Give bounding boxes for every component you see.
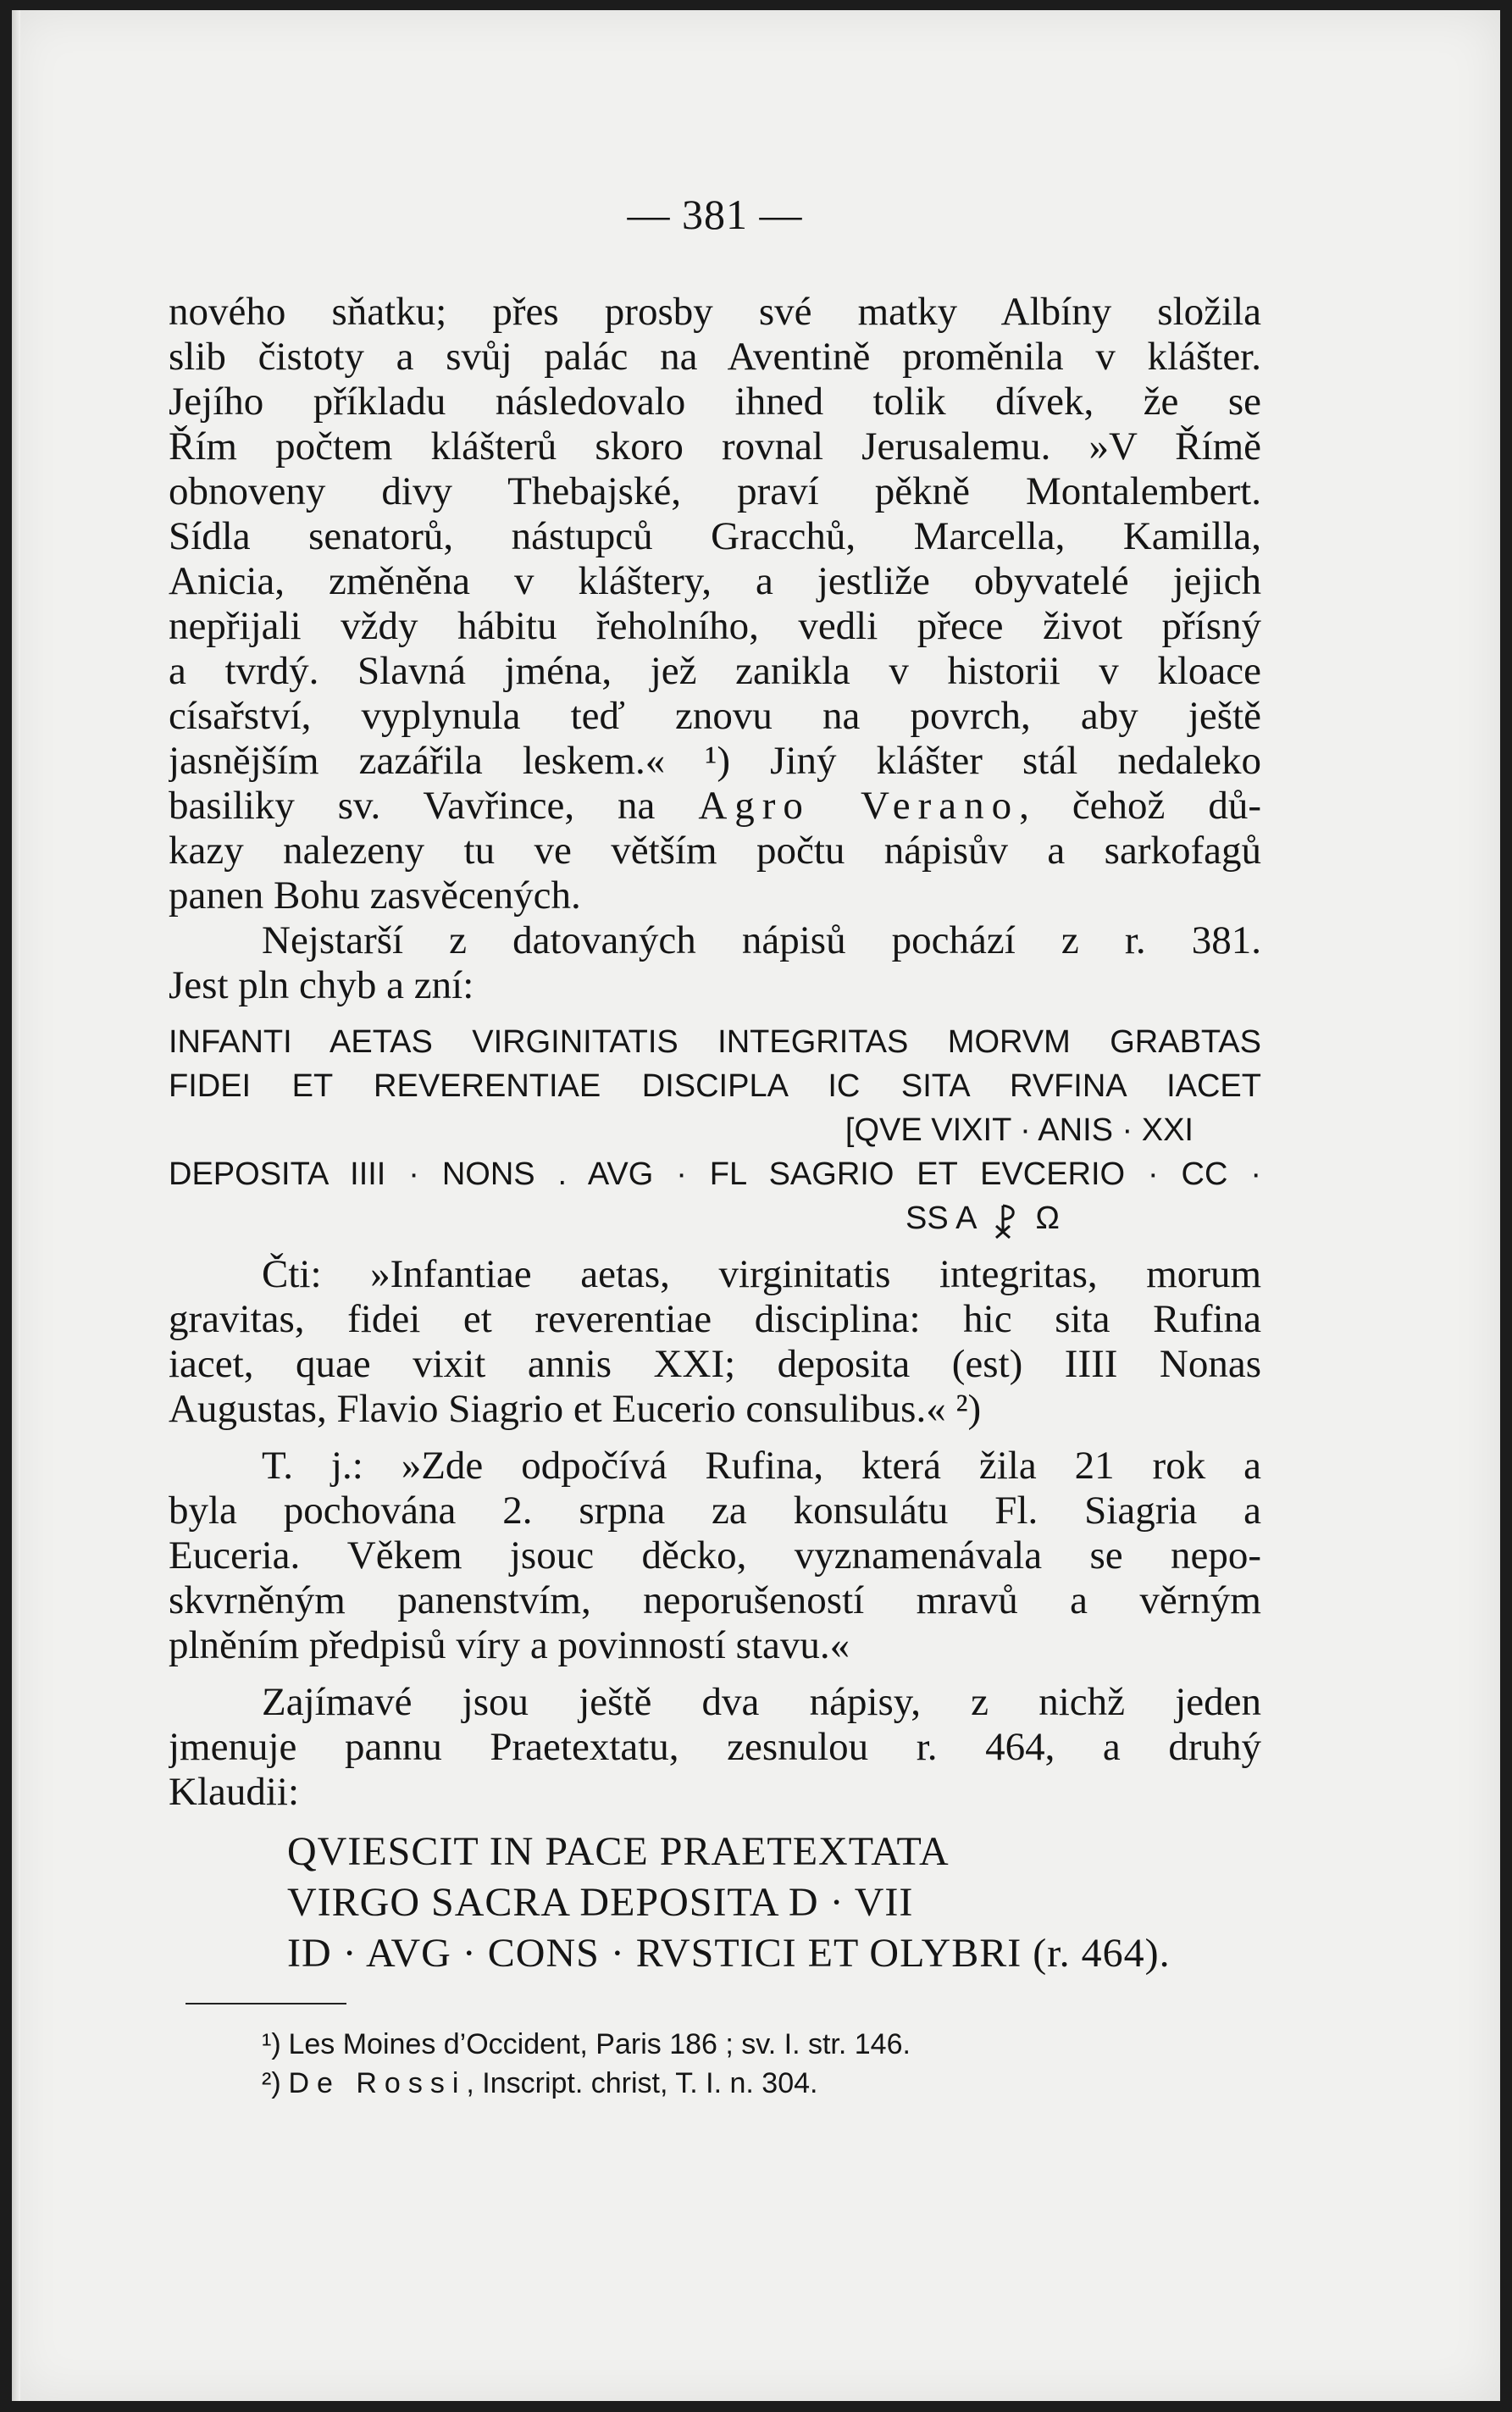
- text-fragment: , čehož dů-: [1019, 784, 1261, 828]
- footnote-mark: ¹): [262, 2028, 281, 2060]
- text-line: skvrněným panenstvím, neporušeností mravů a věrným: [169, 1578, 1261, 1622]
- footnote-text: Les Moines d’Occident, Paris 186 ; sv. I. str. 146.: [288, 2028, 911, 2060]
- text-line: Zajímavé jsou ještě dva nápisy, z nichž jeden: [262, 1680, 1261, 1724]
- text-line: Jejího příkladu následovalo ihned tolik dívek, že se: [169, 380, 1261, 424]
- text-line: gravitas, fidei et reverentiae disciplina: hic sita Rufina: [169, 1297, 1261, 1341]
- text-line: T. j.: »Zde odpočívá Rufina, která žila 21 rok a: [262, 1444, 1261, 1488]
- text-line: císařství, vyplynula teď znovu na povrch, aby ještě: [169, 694, 1261, 738]
- spacer: [169, 1008, 1261, 1020]
- spacer: [169, 1432, 1261, 1444]
- text-line: Řím počtem klášterů skoro rovnal Jerusalemu. »V Římě: [169, 424, 1261, 469]
- text-line: Euceria. Věkem jsouc děcko, vyznamenávala se nepo-: [169, 1533, 1261, 1578]
- inscription-line: VIRGO SACRA DEPOSITA D · VII: [287, 1880, 914, 1925]
- paragraph-rufina-intro: [169, 290, 1261, 918]
- spacer: [169, 1668, 1261, 1680]
- inscription-praetextata: [169, 1827, 1261, 1979]
- inscription-line: FIDEI ET REVERENTIAE DISCIPLA IC SITA RVFINA IACET: [169, 1068, 1261, 1104]
- footnote-text: , Inscript. christ, T. I. n. 304.: [466, 2067, 818, 2099]
- text-line-agro-verano: [169, 784, 1261, 829]
- text-line: a tvrdý. Slavná jména, jež zanikla v historii v kloace: [169, 649, 1261, 693]
- text-line: Anicia, změněna v kláštery, a jestliže obyvatelé jejich: [169, 559, 1261, 603]
- paragraph-two-inscriptions: [169, 1680, 1261, 1815]
- text-line: iacet, quae vixit annis XXI; deposita (est) IIII Nonas: [169, 1342, 1261, 1386]
- text-line: jmenuje pannu Praetextatu, zesnulou r. 464, a druhý: [169, 1725, 1261, 1769]
- text-line: Nejstarší z datovaných nápisů pochází z r. 381.: [262, 918, 1261, 962]
- text-line: jasnějším zazářila leskem.« ¹) Jiný klášter stál nedaleko: [169, 739, 1261, 783]
- footnote-mark: ²): [262, 2067, 281, 2099]
- spacer: [169, 1240, 1261, 1252]
- body-text: [169, 290, 1261, 2103]
- inscription-line: [QVE VIXIT · ANIS · XXI: [845, 1112, 1194, 1148]
- text-line: nového sňatku; přes prosby své matky Albíny složila: [169, 290, 1261, 334]
- inscription-rufina: [169, 1020, 1261, 1240]
- paragraph-translation: [169, 1444, 1261, 1668]
- text-line: Sídla senatorů, nástupců Gracchů, Marcella, Kamilla,: [169, 514, 1261, 558]
- paragraph-reading: [169, 1252, 1261, 1432]
- inscription-fragment: SS A: [906, 1200, 976, 1236]
- chi-rho-icon: [984, 1200, 1027, 1239]
- footnote: [169, 2025, 1261, 2064]
- text-line: byla pochována 2. srpna za konsulátu Fl. Siagria a: [169, 1489, 1261, 1533]
- text-line: panen Bohu zasvěcených.: [169, 873, 581, 918]
- text-line: kazy nalezeny tu ve větším počtu nápisův a sarkofagů: [169, 829, 1261, 873]
- book-page: [12, 10, 1500, 2401]
- page-number: — 381 —: [627, 191, 803, 238]
- text-line: Čti: »Infantiae aetas, virginitatis integritas, morum: [262, 1252, 1261, 1296]
- text-line: Jest pln chyb a zní:: [169, 963, 474, 1007]
- inscription-line: ID · AVG · CONS · RVSTICI ET OLYBRI (r. 464).: [287, 1931, 1171, 1976]
- omega-glyph: Ω: [1035, 1200, 1060, 1236]
- inscription-line: [169, 1196, 1261, 1240]
- inscription-line: INFANTI AETAS VIRGINITATIS INTEGRITAS MORVM GRABTAS: [169, 1024, 1261, 1060]
- footnotes: [169, 2025, 1261, 2103]
- page-edge: [12, 10, 20, 2401]
- text-line: Augustas, Flavio Siagrio et Eucerio consulibus.« ²): [169, 1387, 982, 1431]
- spaced-place-name: Agro Verano: [698, 784, 1020, 828]
- footnote: [169, 2064, 1261, 2103]
- footnote-divider: [186, 2003, 346, 2004]
- inscription-line: QVIESCIT IN PACE PRAETEXTATA: [287, 1829, 950, 1874]
- text-line: nepřijali vždy hábitu řeholního, vedli přece život přísný: [169, 604, 1261, 648]
- inscription-line: DEPOSITA IIII · NONS . AVG · FL SAGRIO ET EVCERIO · CC ·: [169, 1156, 1261, 1192]
- text-line: Klaudii:: [169, 1770, 300, 1814]
- paragraph-oldest-inscription: [169, 918, 1261, 1008]
- footnote-author: De Rossi: [288, 2067, 467, 2099]
- text-fragment: basiliky sv. Vavřince, na: [169, 784, 699, 828]
- spacer: [169, 1815, 1261, 1827]
- text-line: slib čistoty a svůj palác na Aventině proměnila v klášter.: [169, 335, 1261, 379]
- text-line: obnoveny divy Thebajské, praví pěkně Montalembert.: [169, 469, 1261, 513]
- text-line: plněním předpisů víry a povinností stavu.«: [169, 1623, 850, 1667]
